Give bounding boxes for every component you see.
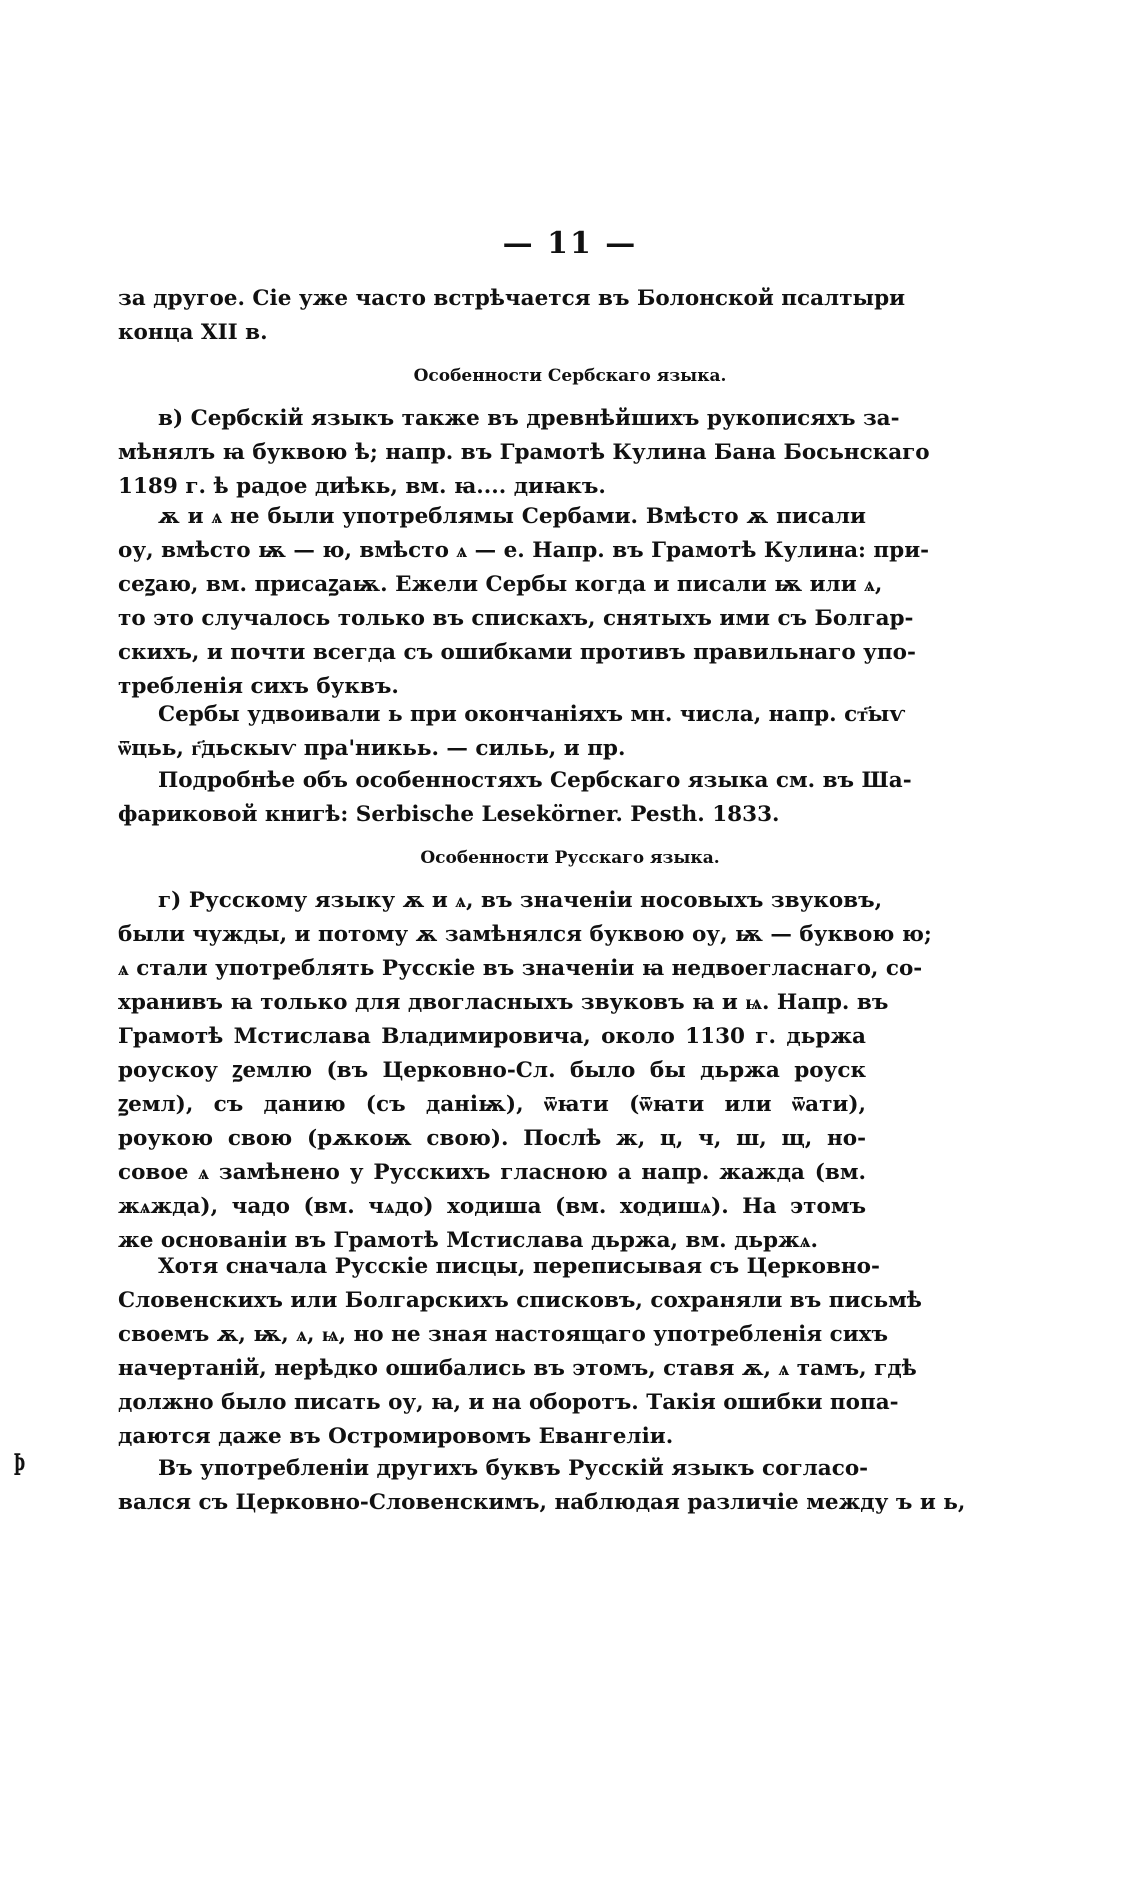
serbian-paragraph-4 [118, 764, 912, 832]
text-line: ѫ и ѧ не были употреблямы Сербами. Вмѣсто ѫ писали [158, 504, 866, 529]
text-line: скихъ, и почти всегда съ ошибками противъ правильнаго упо- [118, 640, 916, 665]
text-line: требленія сихъ буквъ. [118, 674, 399, 699]
text-line: конца XII в. [118, 320, 268, 345]
text-line: начертаній, нерѣдко ошибались въ этомъ, ставя ѫ, ѧ тамъ, гдѣ [118, 1356, 917, 1381]
text-line: Словенскихъ или Болгарскихъ списковъ, сохраняли въ письмѣ [118, 1288, 922, 1313]
russian-paragraph-1 [118, 884, 932, 1258]
text-line: то это случалось только въ спискахъ, снятыхъ ими съ Болгар- [118, 606, 914, 631]
text-line: сеꙁаю, вм. присаꙁаѭ. Ежели Сербы когда и писали ѭ или ѧ, [118, 572, 883, 597]
text-line: ꙁемл), съ данию (съ данiѭ), ѿꙗти (ѿꙗти или ѿати), [118, 1092, 866, 1117]
text-line: даются даже въ Остромировомъ Евангеліи. [118, 1424, 674, 1449]
text-line: Подробнѣе объ особенностяхъ Сербскаго языка см. въ Ша- [158, 768, 912, 793]
text-line: своемъ ѫ, ѭ, ѧ, ѩ, но не зная настоящаго употребленія сихъ [118, 1322, 888, 1347]
text-line: же основаніи въ Грамотѣ Мстислава дьржа, вм. дьржѧ. [118, 1228, 818, 1253]
text-line: ѧ стали употреблять Русскіе въ значеніи ꙗ недвоегласнаго, со- [118, 956, 923, 981]
text-line: жѧжда), чадо (вм. чѧдо) ходиша (вм. ходишѧ). На этомъ [118, 1194, 866, 1219]
text-line: г) Русскому языку ѫ и ѧ, въ значеніи носовыхъ звуковъ, [158, 888, 883, 913]
text-line: оу, вмѣсто ѭ — ю, вмѣсто ѧ — е. Напр. въ Грамотѣ Кулина: при- [118, 538, 930, 563]
text-line: Хотя сначала Русскіе писцы, переписывая съ Церковно- [158, 1254, 880, 1279]
text-line: должно было писать оу, ꙗ, и на оборотъ. Такія ошибки попа- [118, 1390, 899, 1415]
text-line: Въ употребленіи другихъ буквъ Русскій языкъ согласо- [158, 1456, 869, 1481]
section-heading-russian: Особенности Русскаго языка. [420, 848, 720, 868]
text-line: за другое. Сіе уже часто встрѣчается въ Болонской псалтыри [118, 286, 906, 311]
russian-paragraph-3 [118, 1452, 966, 1520]
section-heading-serbian: Особенности Сербскаго языка. [413, 366, 727, 386]
margin-mark: Þ [13, 1448, 26, 1483]
text-line: фариковой книгѣ: Serbische Lesekörner. Pesth. 1833. [118, 802, 780, 827]
text-line: вался съ Церковно-Словенскимъ, наблюдая различіе между ъ и ь, [118, 1490, 966, 1515]
text-line: были чужды, и потому ѫ замѣнялся буквою оу, ѭ — буквою ю; [118, 922, 932, 947]
serbian-paragraph-2 [118, 500, 930, 704]
russian-paragraph-2 [118, 1250, 922, 1454]
intro-paragraph [118, 282, 906, 350]
text-line: хранивъ ꙗ только для двогласныхъ звуковъ ꙗ и ѩ. Напр. въ [118, 990, 889, 1015]
text-line: роукою свою (рѫкоѭ свою). Послѣ ж, ц, ч, ш, щ, но- [118, 1126, 866, 1151]
text-line: роускоу ꙁемлю (въ Церковно-Сл. было бы дьржа роуск [118, 1058, 866, 1083]
text-line: мѣнялъ ꙗ буквою ѣ; напр. въ Грамотѣ Кулина Бана Босьнскаго [118, 440, 930, 465]
text-line: в) Сербскій языкъ также въ древнѣйшихъ рукописяхъ за- [158, 406, 900, 431]
serbian-paragraph-3 [118, 698, 906, 766]
text-line: ѿцьь, г҃дьскыѵ пра'никьь. — сильь, и пр. [118, 736, 626, 761]
page-number: — 11 — [502, 226, 638, 261]
text-line: Сербы удвоивали ь при окончаніяхъ мн. числа, напр. ст҃ыѵ [158, 702, 906, 727]
text-line: 1189 г. ѣ радое диѣкь, вм. ꙗ.... диꙗкъ. [118, 474, 606, 499]
text-line: Грамотѣ Мстислава Владимировича, около 1130 г. дьржа [118, 1024, 866, 1049]
text-line: совое ѧ замѣнено у Русскихъ гласною а напр. жажда (вм. [118, 1160, 866, 1185]
serbian-paragraph-1 [118, 402, 930, 504]
